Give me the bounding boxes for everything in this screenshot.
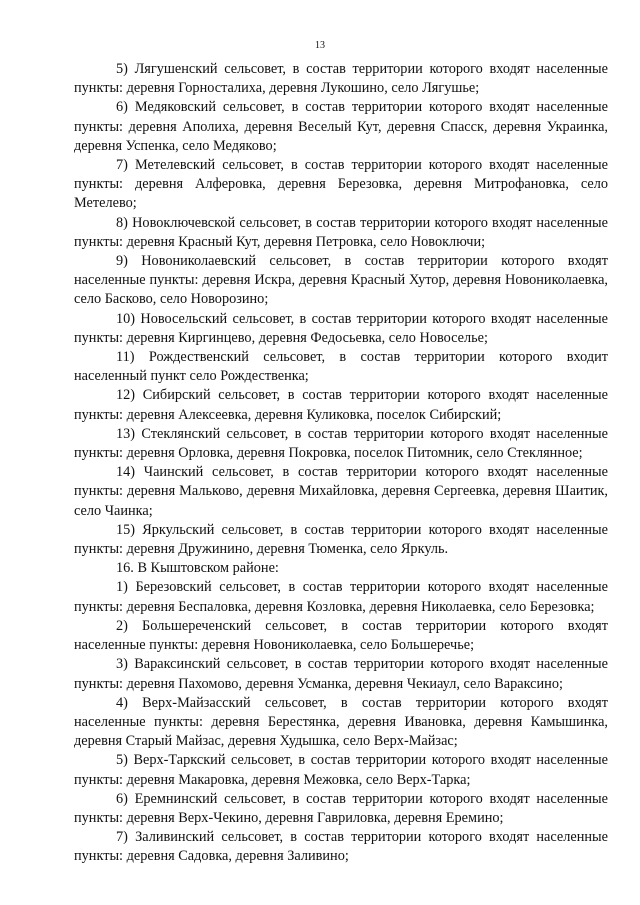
paragraph: 8) Новоключевской сельсовет, в состав территории которого входят населенные пункты: деревня Красный Кут, деревня Петровка, село Новоключи; [74,214,608,250]
paragraph: 4) Верх-Майзасский сельсовет, в состав территории которого входят населенные пункты: деревня Берестянка, деревня Ивановка, деревня Камышинка, деревня Старый Майзас, деревня Худышка, село Верх-Майзас; [74,694,608,750]
paragraph: 7) Метелевский сельсовет, в состав территории которого входят населенные пункты: деревня Алферовка, деревня Березовка, деревня Митрофановка, село Метелево; [74,157,608,212]
section-heading: 16. В Кыштовском районе: [116,560,279,577]
paragraph: 5) Лягушенский сельсовет, в состав территории которого входят населенные пункты: деревня Горносталиха, деревня Лукошино, село Лягушье; [74,61,608,97]
paragraph: 2) Большереченский сельсовет, в состав территории которого входят населенные пункты: деревня Новониколаевка, село Большеречье; [74,617,608,654]
paragraph: 1) Березовский сельсовет, в состав территории которого входят населенные пункты: деревня Беспаловка, деревня Козловка, деревня Николаевка, село Березовка; [74,579,608,615]
paragraph: 15) Яркульский сельсовет, в состав территории которого входят населенные пункты: деревня Дружинино, деревня Тюменка, село Яркуль. [74,521,608,558]
paragraph: 13) Стеклянский сельсовет, в состав территории которого входят населенные пункты: деревня Орловка, деревня Покровка, поселок Питомник, село Стеклянное; [74,425,608,462]
paragraph: 6) Еремнинский сельсовет, в состав территории которого входят населенные пункты: деревня Верх-Чекино, деревня Гавриловка, деревня Еремино; [74,790,608,826]
paragraph: 9) Новониколаевский сельсовет, в состав территории которого входят населенные пункты: деревня Искра, деревня Красный Хутор, деревня Новониколаевка, село Басково, село Новорозино; [74,253,608,308]
paragraph: 3) Вараксинский сельсовет, в состав территории которого входят населенные пункты: деревня Пахомово, деревня Усманка, деревня Чекиаул, село Вараксино; [74,656,608,692]
paragraph: 10) Новосельский сельсовет, в состав территории которого входят населенные пункты: деревня Киргинцево, деревня Федосьевка, село Новоселье; [74,310,608,346]
paragraph: 14) Чаинский сельсовет, в состав территории которого входят населенные пункты: деревня Мальково, деревня Михайловка, деревня Сергеевка, деревня Шаитик, село Чаинка; [74,464,608,519]
paragraph: 5) Верх-Таркский сельсовет, в состав территории которого входят населенные пункты: деревня Макаровка, деревня Межовка, село Верх-Тарка; [74,752,608,788]
document-body [74,60,608,867]
paragraph: 12) Сибирский сельсовет, в состав территории которого входят населенные пункты: деревня Алексеевка, деревня Куликовка, поселок Сибирский; [74,387,608,423]
paragraph: 7) Заливинский сельсовет, в состав территории которого входят населенные пункты: деревня Садовка, деревня Заливино; [74,829,608,865]
paragraph: 6) Медяковский сельсовет, в состав территории которого входят населенные пункты: деревня Аполиха, деревня Веселый Кут, деревня Спасск, деревня Украинка, деревня Успенка, село Медяково; [74,99,608,154]
page-number: 13 [315,40,325,51]
paragraph: 11) Рождественский сельсовет, в состав территории которого входит населенный пункт село Рождественка; [74,349,608,385]
